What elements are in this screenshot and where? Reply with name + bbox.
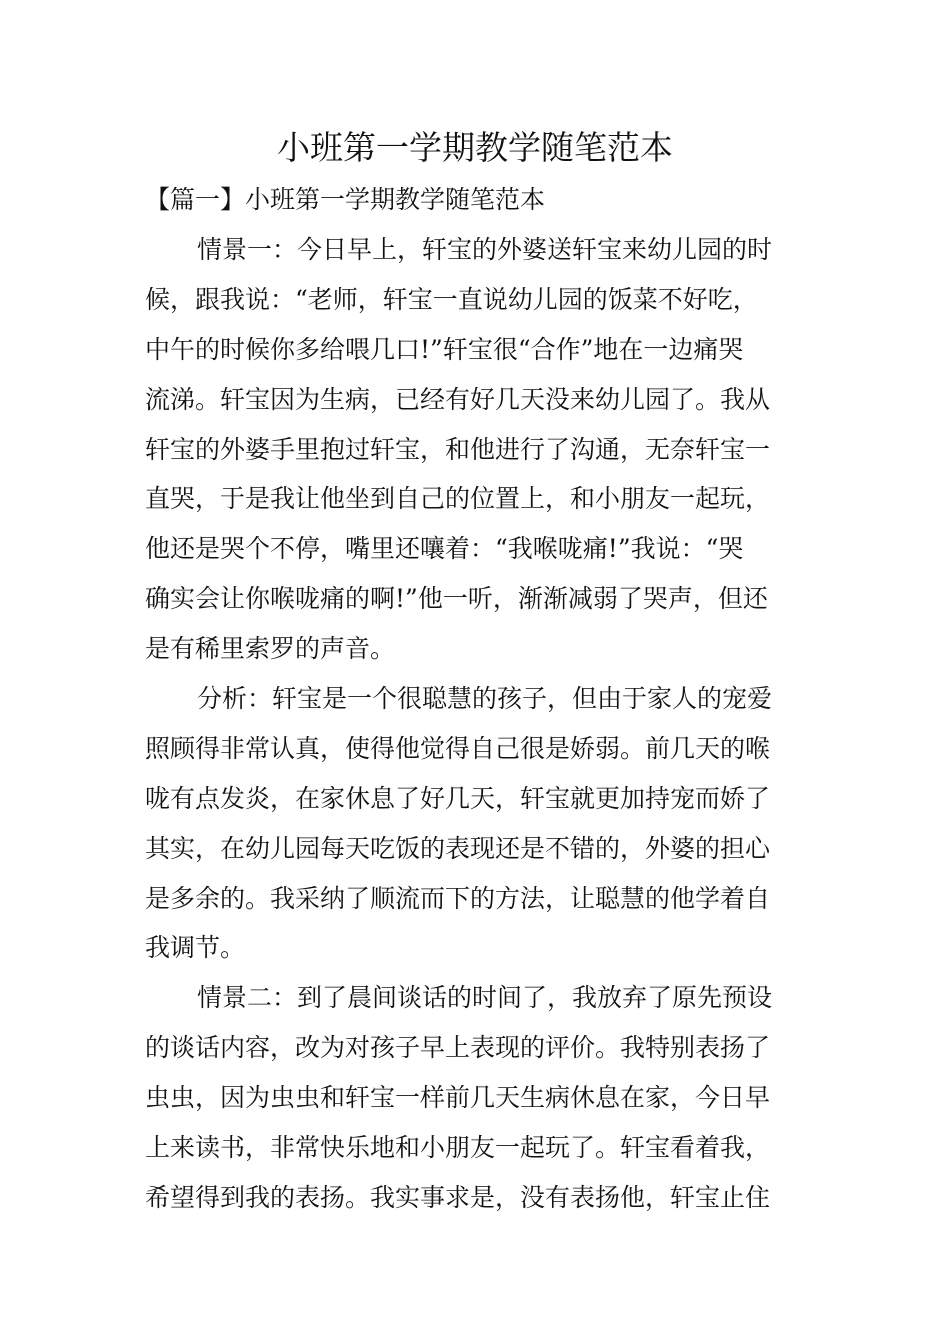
text-line: 情景一：今日早上，轩宝的外婆送轩宝来幼儿园的时 [197,235,773,264]
text-line: 流涕。轩宝因为生病，已经有好几天没来幼儿园了。我从 [145,384,771,414]
text-line: 其实，在幼儿园每天吃饭的表现还是不错的，外婆的担心 [145,833,771,863]
text-line: 是多余的。我采纳了顺流而下的方法，让聪慧的他学着自 [145,883,771,913]
text-line: 照顾得非常认真，使得他觉得自己很是娇弱。前几天的喉 [145,733,771,763]
text-line: 的谈话内容，改为对孩子早上表现的评价。我特别表扬了 [145,1033,771,1063]
text-line: 虫虫，因为虫虫和轩宝一样前几天生病休息在家，今日早 [145,1083,771,1113]
text-line: 上来读书，非常快乐地和小朋友一起玩了。轩宝看着我， [145,1133,771,1163]
text-line: 直哭，于是我让他坐到自己的位置上，和小朋友一起玩， [145,484,771,514]
text-line: 他还是哭个不停，嘴里还嚷着：“我喉咙痛!”我说：“哭 [145,534,744,564]
section-heading: 【篇一】小班第一学期教学随笔范本 [145,185,546,214]
text-line: 是有稀里索罗的声音。 [145,634,396,664]
page-title: 小班第一学期教学随笔范本 [277,128,673,167]
text-line: 希望得到我的表扬。我实事求是，没有表扬他，轩宝止住 [145,1182,771,1212]
text-line: 中午的时候你多给喂几口!”轩宝很“合作”地在一边痛哭 [145,334,744,364]
text-line: 情景二：到了晨间谈话的时间了，我放弃了原先预设 [197,983,773,1013]
body-text [145,225,815,1223]
text-line: 候，跟我说：“老师，轩宝一直说幼儿园的饭菜不好吃， [145,284,758,314]
text-line: 分析：轩宝是一个很聪慧的孩子，但由于家人的宠爱 [197,684,773,714]
text-line: 确实会让你喉咙痛的啊!”他一听，渐渐减弱了哭声，但还 [145,584,768,614]
text-line: 咙有点发炎，在家休息了好几天，轩宝就更加持宠而娇了 [145,783,771,813]
text-line: 我调节。 [145,933,246,963]
text-line: 轩宝的外婆手里抱过轩宝，和他进行了沟通，无奈轩宝一 [145,434,771,464]
